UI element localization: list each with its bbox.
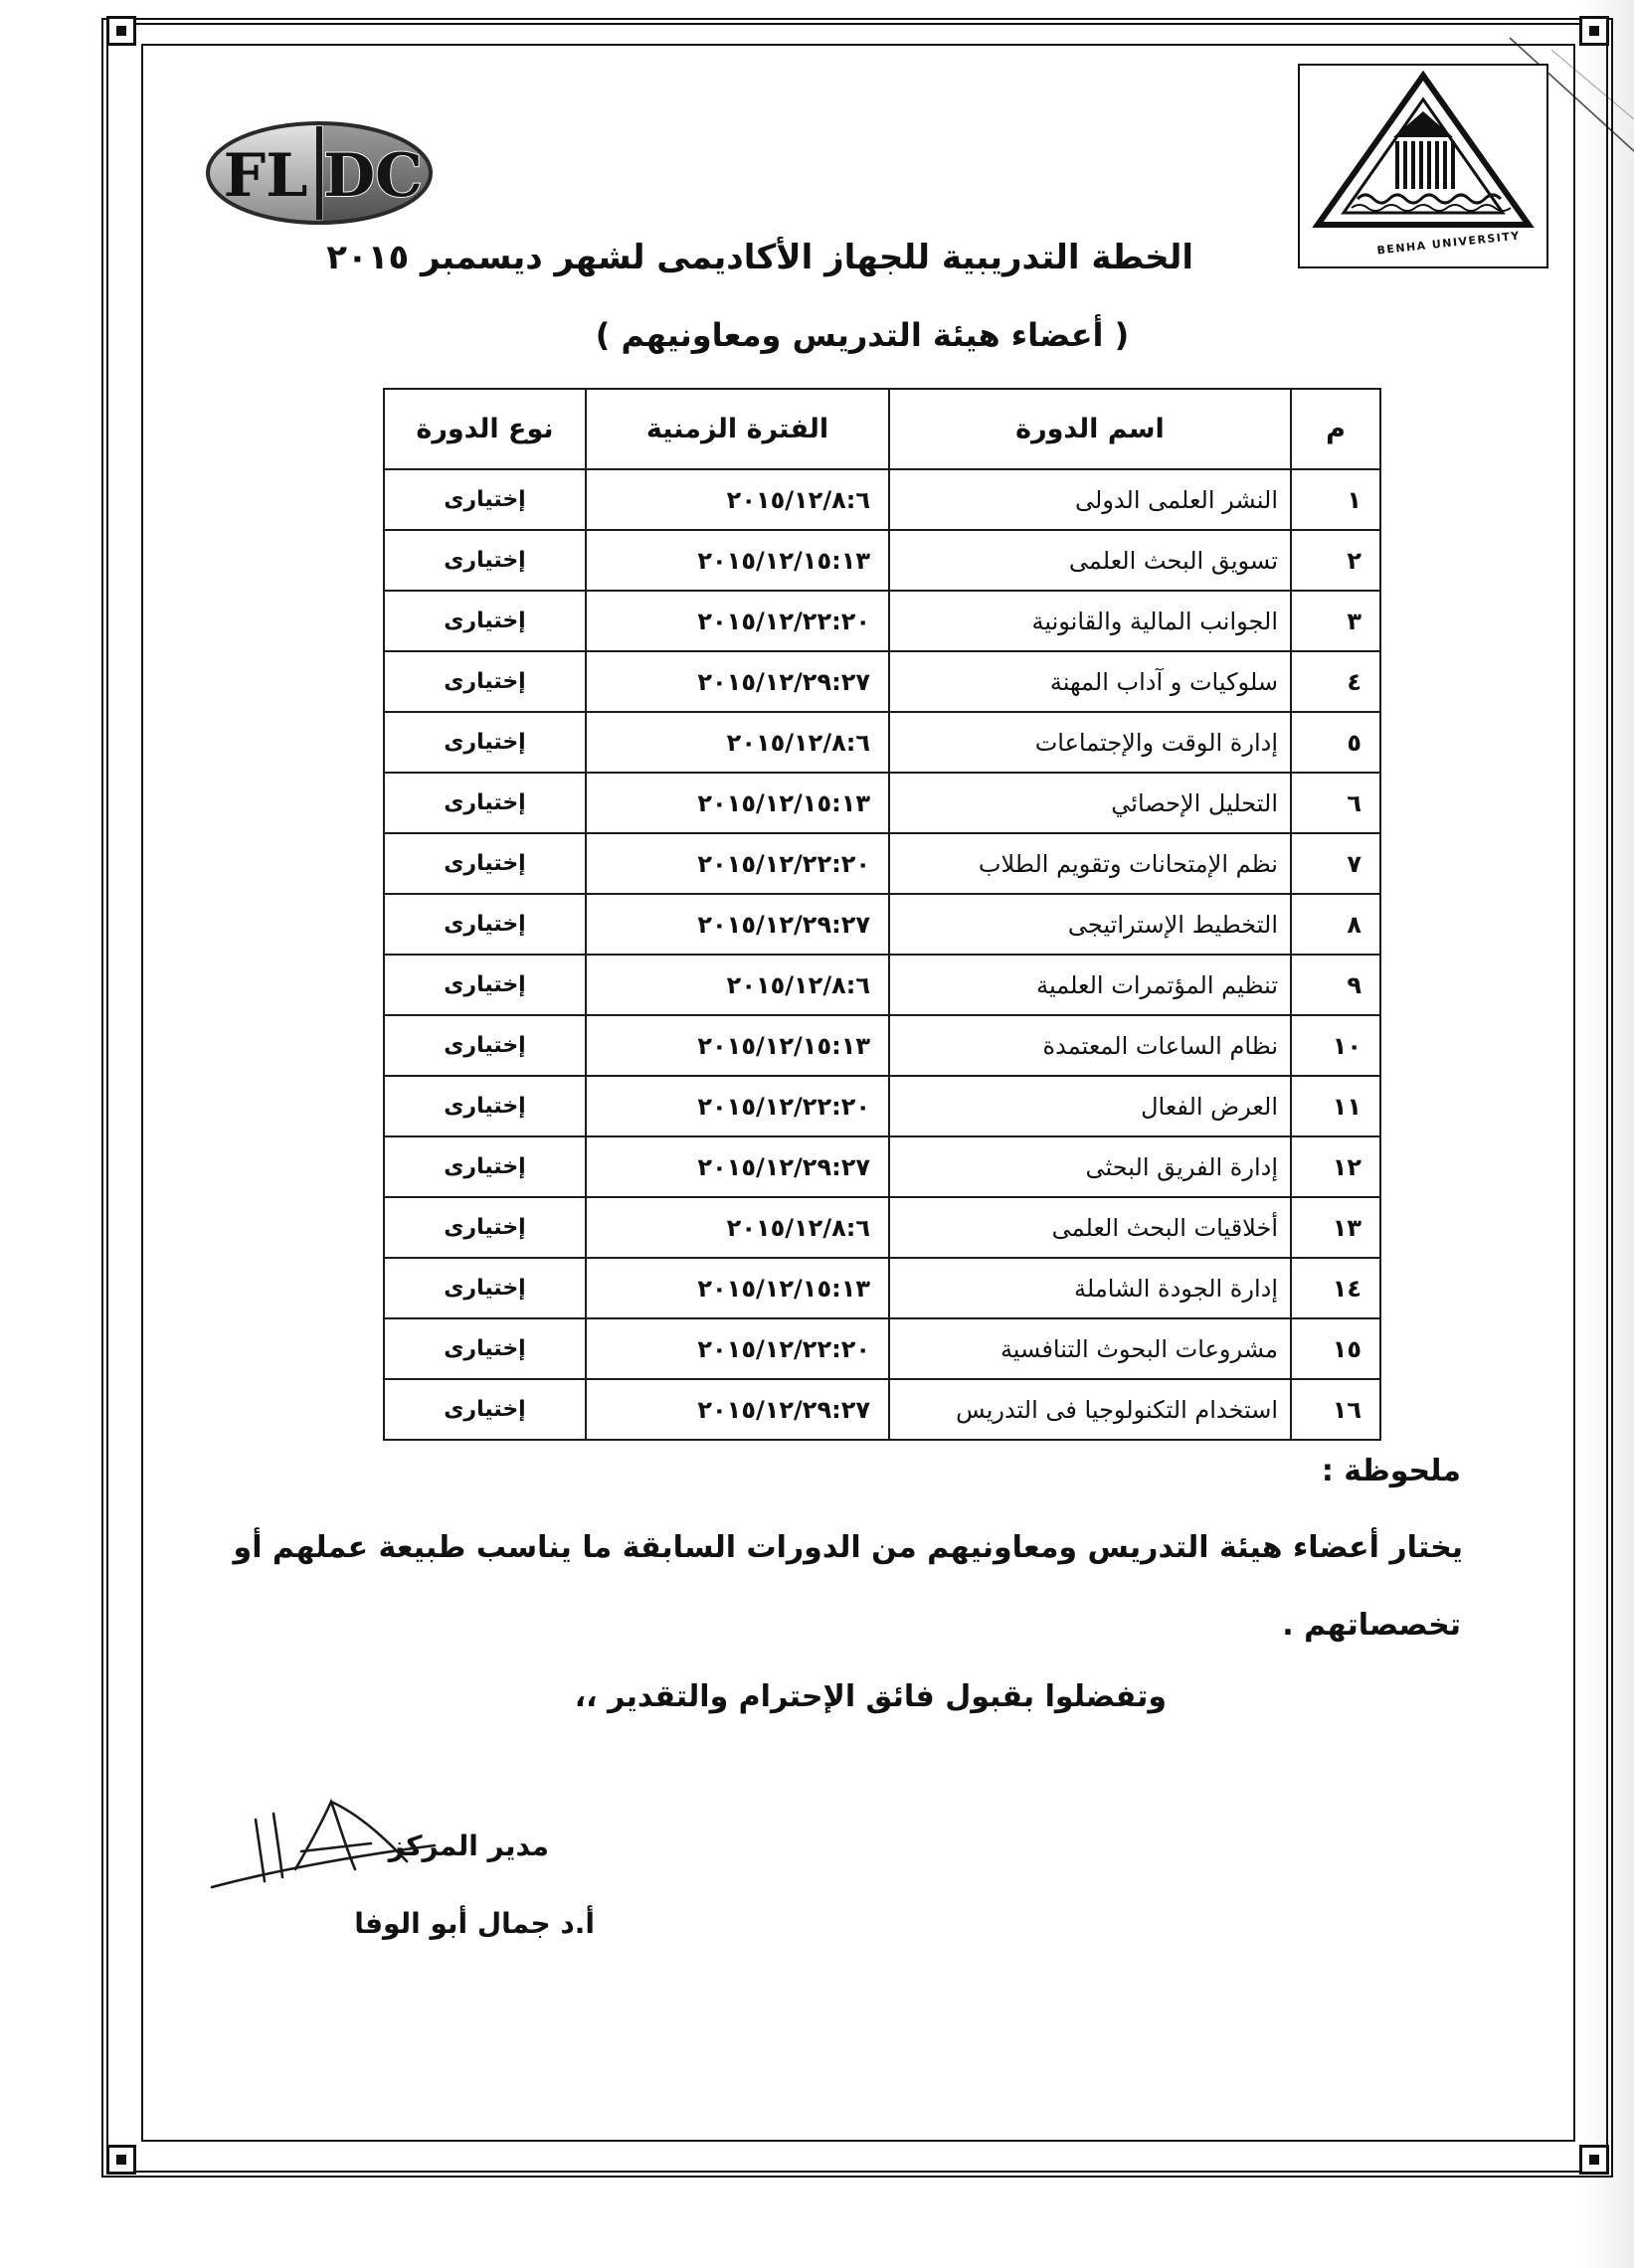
corner-ornament-top-right [1579, 16, 1609, 46]
university-logo-text: BENHA UNIVERSITY [1375, 229, 1522, 258]
course-name: التحليل الإحصائي [889, 773, 1291, 833]
table-row [384, 712, 1380, 773]
corner-ornament-dot [116, 26, 126, 36]
course-period: ٢٠١٥/١٢/٢٩:٢٧ [586, 1379, 889, 1440]
table-row [384, 894, 1380, 955]
fldc-logo [202, 117, 437, 229]
course-name: إدارة الفريق البحثى [889, 1136, 1291, 1197]
course-name: تنظيم المؤتمرات العلمية [889, 955, 1291, 1015]
course-name: سلوكيات و آداب المهنة [889, 651, 1291, 712]
course-name: التخطيط الإستراتيجى [889, 894, 1291, 955]
row-number: ٣ [1291, 591, 1380, 651]
course-period: ٢٠١٥/١٢/١٥:١٣ [586, 530, 889, 591]
course-name: إدارة الوقت والإجتماعات [889, 712, 1291, 773]
table-row [384, 1015, 1380, 1076]
table-row [384, 1076, 1380, 1136]
row-number: ٢ [1291, 530, 1380, 591]
note-text-line-2: تخصصاتهم . [1282, 1608, 1461, 1643]
courses-table [383, 388, 1381, 1441]
course-period: ٢٠١٥/١٢/٢٢:٢٠ [586, 591, 889, 651]
course-type: إختيارى [384, 469, 586, 530]
table-row [384, 1136, 1380, 1197]
course-period: ٢٠١٥/١٢/٨:٦ [586, 469, 889, 530]
course-type: إختيارى [384, 591, 586, 651]
course-type: إختيارى [384, 1258, 586, 1318]
row-number: ٥ [1291, 712, 1380, 773]
course-period: ٢٠١٥/١٢/٢٢:٢٠ [586, 1076, 889, 1136]
row-number: ١١ [1291, 1076, 1380, 1136]
row-number: ٧ [1291, 833, 1380, 894]
corner-ornament-top-left [106, 16, 136, 46]
course-type: إختيارى [384, 833, 586, 894]
page-subtitle: ( أعضاء هيئة التدريس ومعاونيهم ) [595, 316, 1130, 354]
course-name: أخلاقيات البحث العلمى [889, 1197, 1291, 1258]
row-number: ١٦ [1291, 1379, 1380, 1440]
closing-line: وتفضلوا بقبول فائق الإحترام والتقدير ،، [574, 1679, 1167, 1714]
header-period: الفترة الزمنية [586, 389, 889, 469]
university-logo [1300, 66, 1546, 266]
course-type: إختيارى [384, 1197, 586, 1258]
course-type: إختيارى [384, 1015, 586, 1076]
row-number: ٨ [1291, 894, 1380, 955]
signatory-role: مدير المركز [388, 1830, 549, 1862]
fldc-logo-text-left: FL [223, 141, 308, 211]
table-row [384, 1379, 1380, 1440]
row-number: ١٥ [1291, 1318, 1380, 1379]
course-type: إختيارى [384, 1136, 586, 1197]
header-course-name: اسم الدورة [889, 389, 1291, 469]
course-name: إدارة الجودة الشاملة [889, 1258, 1291, 1318]
course-type: إختيارى [384, 773, 586, 833]
course-name: مشروعات البحوث التنافسية [889, 1318, 1291, 1379]
corner-ornament-dot [116, 2155, 126, 2165]
note-label: ملحوظة : [1321, 1454, 1461, 1488]
row-number: ١٢ [1291, 1136, 1380, 1197]
course-type: إختيارى [384, 1318, 586, 1379]
table-row [384, 530, 1380, 591]
course-name: العرض الفعال [889, 1076, 1291, 1136]
header-course-type: نوع الدورة [384, 389, 586, 469]
course-type: إختيارى [384, 1379, 586, 1440]
course-period: ٢٠١٥/١٢/٢٢:٢٠ [586, 1318, 889, 1379]
course-period: ٢٠١٥/١٢/٨:٦ [586, 1197, 889, 1258]
course-period: ٢٠١٥/١٢/١٥:١٣ [586, 1258, 889, 1318]
note-text-line-1: يختار أعضاء هيئة التدريس ومعاونيهم من الدورات السابقة ما يناسب طبيعة عملهم أو [233, 1530, 1463, 1565]
course-name: الجوانب المالية والقانونية [889, 591, 1291, 651]
table-row [384, 955, 1380, 1015]
row-number: ١٠ [1291, 1015, 1380, 1076]
corner-ornament-dot [1589, 26, 1599, 36]
course-name: نظام الساعات المعتمدة [889, 1015, 1291, 1076]
table-row [384, 773, 1380, 833]
row-number: ١٣ [1291, 1197, 1380, 1258]
course-type: إختيارى [384, 651, 586, 712]
course-period: ٢٠١٥/١٢/٨:٦ [586, 712, 889, 773]
course-period: ٢٠١٥/١٢/٢٢:٢٠ [586, 833, 889, 894]
table-row [384, 591, 1380, 651]
table-row [384, 833, 1380, 894]
course-type: إختيارى [384, 712, 586, 773]
course-period: ٢٠١٥/١٢/٢٩:٢٧ [586, 651, 889, 712]
course-period: ٢٠١٥/١٢/١٥:١٣ [586, 1015, 889, 1076]
table-header-row [384, 389, 1380, 469]
course-type: إختيارى [384, 955, 586, 1015]
course-type: إختيارى [384, 1076, 586, 1136]
table-row [384, 1318, 1380, 1379]
course-name: استخدام التكنولوجيا فى التدريس [889, 1379, 1291, 1440]
university-logo-box [1298, 64, 1548, 268]
row-number: ١ [1291, 469, 1380, 530]
corner-ornament-dot [1589, 2155, 1599, 2165]
course-period: ٢٠١٥/١٢/٢٩:٢٧ [586, 894, 889, 955]
page-title: الخطة التدريبية للجهاز الأكاديمى لشهر ديسمبر ٢٠١٥ [326, 238, 1193, 277]
fldc-logo-text-right: DC [323, 141, 423, 211]
course-name: النشر العلمى الدولى [889, 469, 1291, 530]
course-period: ٢٠١٥/١٢/١٥:١٣ [586, 773, 889, 833]
row-number: ٦ [1291, 773, 1380, 833]
table-row [384, 651, 1380, 712]
signature-scribble [204, 1790, 443, 1901]
course-period: ٢٠١٥/١٢/٨:٦ [586, 955, 889, 1015]
table-row [384, 1258, 1380, 1318]
row-number: ١٤ [1291, 1258, 1380, 1318]
course-type: إختيارى [384, 894, 586, 955]
table-row [384, 469, 1380, 530]
row-number: ٩ [1291, 955, 1380, 1015]
signatory-name: أ.د جمال أبو الوفا [354, 1907, 595, 1940]
corner-ornament-bottom-left [106, 2145, 136, 2175]
course-name: نظم الإمتحانات وتقويم الطلاب [889, 833, 1291, 894]
course-type: إختيارى [384, 530, 586, 591]
course-period: ٢٠١٥/١٢/٢٩:٢٧ [586, 1136, 889, 1197]
course-name: تسويق البحث العلمى [889, 530, 1291, 591]
table-row [384, 1197, 1380, 1258]
header-number: م [1291, 389, 1380, 469]
row-number: ٤ [1291, 651, 1380, 712]
corner-ornament-bottom-right [1579, 2145, 1609, 2175]
